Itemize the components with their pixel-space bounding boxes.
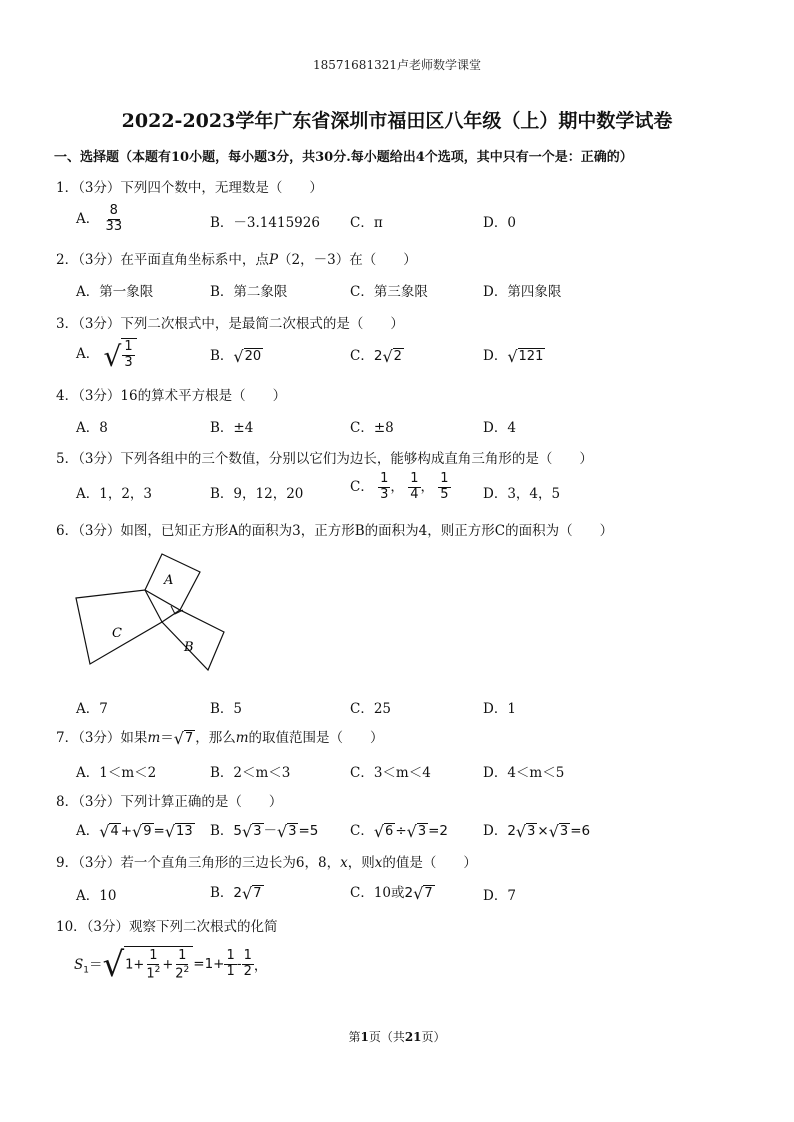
q10-stem: 10．（3分）观察下列二次根式的化简 (56, 919, 278, 935)
q3-option-c: C．2 √ 2 (350, 346, 402, 366)
q8-option-d: D．2 √ 3 × √ 3 =6 (483, 821, 591, 841)
q9-option-b: B．2 √ 7 (210, 883, 262, 903)
q9-option-c: C．10或2 √ 7 (350, 883, 433, 903)
q7-option-d: D．4＜m＜5 (483, 765, 565, 781)
q7-option-b: B．2＜m＜3 (210, 765, 291, 781)
q3-option-a: A． √ $\frac{1}{3}$ (76, 338, 137, 371)
q2-option-d: D．第四象限 (483, 284, 562, 300)
q4-option-c: C．±8 (350, 420, 394, 436)
q1-option-b: B．－3.1415926 (210, 215, 320, 231)
q7-option-a: A．1＜m＜2 (76, 765, 157, 781)
q8-option-a: A． √ 4 + √ 9 = √ 13 (76, 821, 193, 841)
q6-squares-figure (60, 548, 250, 678)
q10-formula-s1: $S_1=$ √ 1+ $\frac{1}{1^2}$ + $\frac{1}{2^2}$ =1+ $\frac{1}{1}$ - $\frac{1}{2}$ ， (74, 945, 268, 986)
q5-option-a: A．1，2，3 (76, 486, 153, 502)
q5-stem: 5．（3分）下列各组中的三个数值，分别以它们为边长，能够构成直角三角形的是（ ） (56, 451, 593, 467)
section-heading: 一、选择题（本题有10小题，每小题3分，共30分.每小题给出4个选项，其中只有一个是：正确的） (54, 150, 633, 165)
q9-option-a: A．10 (76, 888, 117, 904)
q6-option-d: D．1 (483, 701, 516, 717)
label-a: A (164, 573, 174, 588)
q1-option-a: A． $\frac{8}{33}$ (76, 203, 123, 234)
q2-option-a: A．第一象限 (76, 284, 154, 300)
q1-option-d: D．0 (483, 215, 516, 231)
page-header: 18571681321卢老师数学课堂 (313, 58, 481, 72)
q8-option-b: B．5 √ 3 － √ 3 =5 (210, 821, 319, 841)
q4-option-d: D．4 (483, 420, 516, 436)
q3-stem: 3．（3分）下列二次根式中，是最简二次根式的是（ ） (56, 316, 404, 332)
q2-option-c: C．第三象限 (350, 284, 428, 300)
q1-stem: 1．（3分）下列四个数中，无理数是（ ） (56, 180, 323, 196)
q5-option-d: D．3，4，5 (483, 486, 561, 502)
q6-option-b: B．5 (210, 701, 243, 717)
q6-stem: 6．（3分）如图，已知正方形A的面积为3，正方形B的面积为4，则正方形C的面积为（ ） (56, 523, 614, 539)
exam-title: 2022-2023学年广东省深圳市福田区八年级（上）期中数学试卷 (121, 110, 673, 132)
q2-option-b: B．第二象限 (210, 284, 288, 300)
q2-stem: 2．（3分）在平面直角坐标系中，点P（2，－3）在（ ） (56, 252, 417, 268)
q9-option-d: D．7 (483, 888, 516, 904)
q4-stem: 4．（3分）16的算术平方根是（ ） (56, 388, 287, 404)
q8-stem: 8．（3分）下列计算正确的是（ ） (56, 794, 283, 810)
q6-option-c: C．25 (350, 701, 392, 717)
q4-option-b: B．±4 (210, 420, 254, 436)
q3-option-d: D． √ 121 (483, 346, 544, 366)
q7-stem: 7．（3分）如果m＝ √ 7 ，那么m的取值范围是（ ） (56, 728, 384, 748)
q4-option-a: A．8 (76, 420, 108, 436)
q3-option-b: B． √ 20 (210, 346, 262, 366)
q9-stem: 9．（3分）若一个直角三角形的三边长为6，8，x，则x的值是（ ） (56, 855, 477, 871)
q7-option-c: C．3＜m＜4 (350, 765, 431, 781)
q8-option-c: C． √ 6 ÷ √ 3 =2 (350, 821, 449, 841)
q5-option-c: C． $\frac{1}{3}$ ， $\frac{1}{4}$ ， $\frac{1}{5}$ (350, 471, 449, 502)
q1-option-c: C．π (350, 215, 383, 231)
page-footer: 第1页（共21页） (348, 1030, 446, 1044)
q5-option-b: B．9，12，20 (210, 486, 304, 502)
label-b: B (184, 640, 194, 655)
label-c: C (112, 626, 122, 641)
q6-option-a: A．7 (76, 701, 108, 717)
